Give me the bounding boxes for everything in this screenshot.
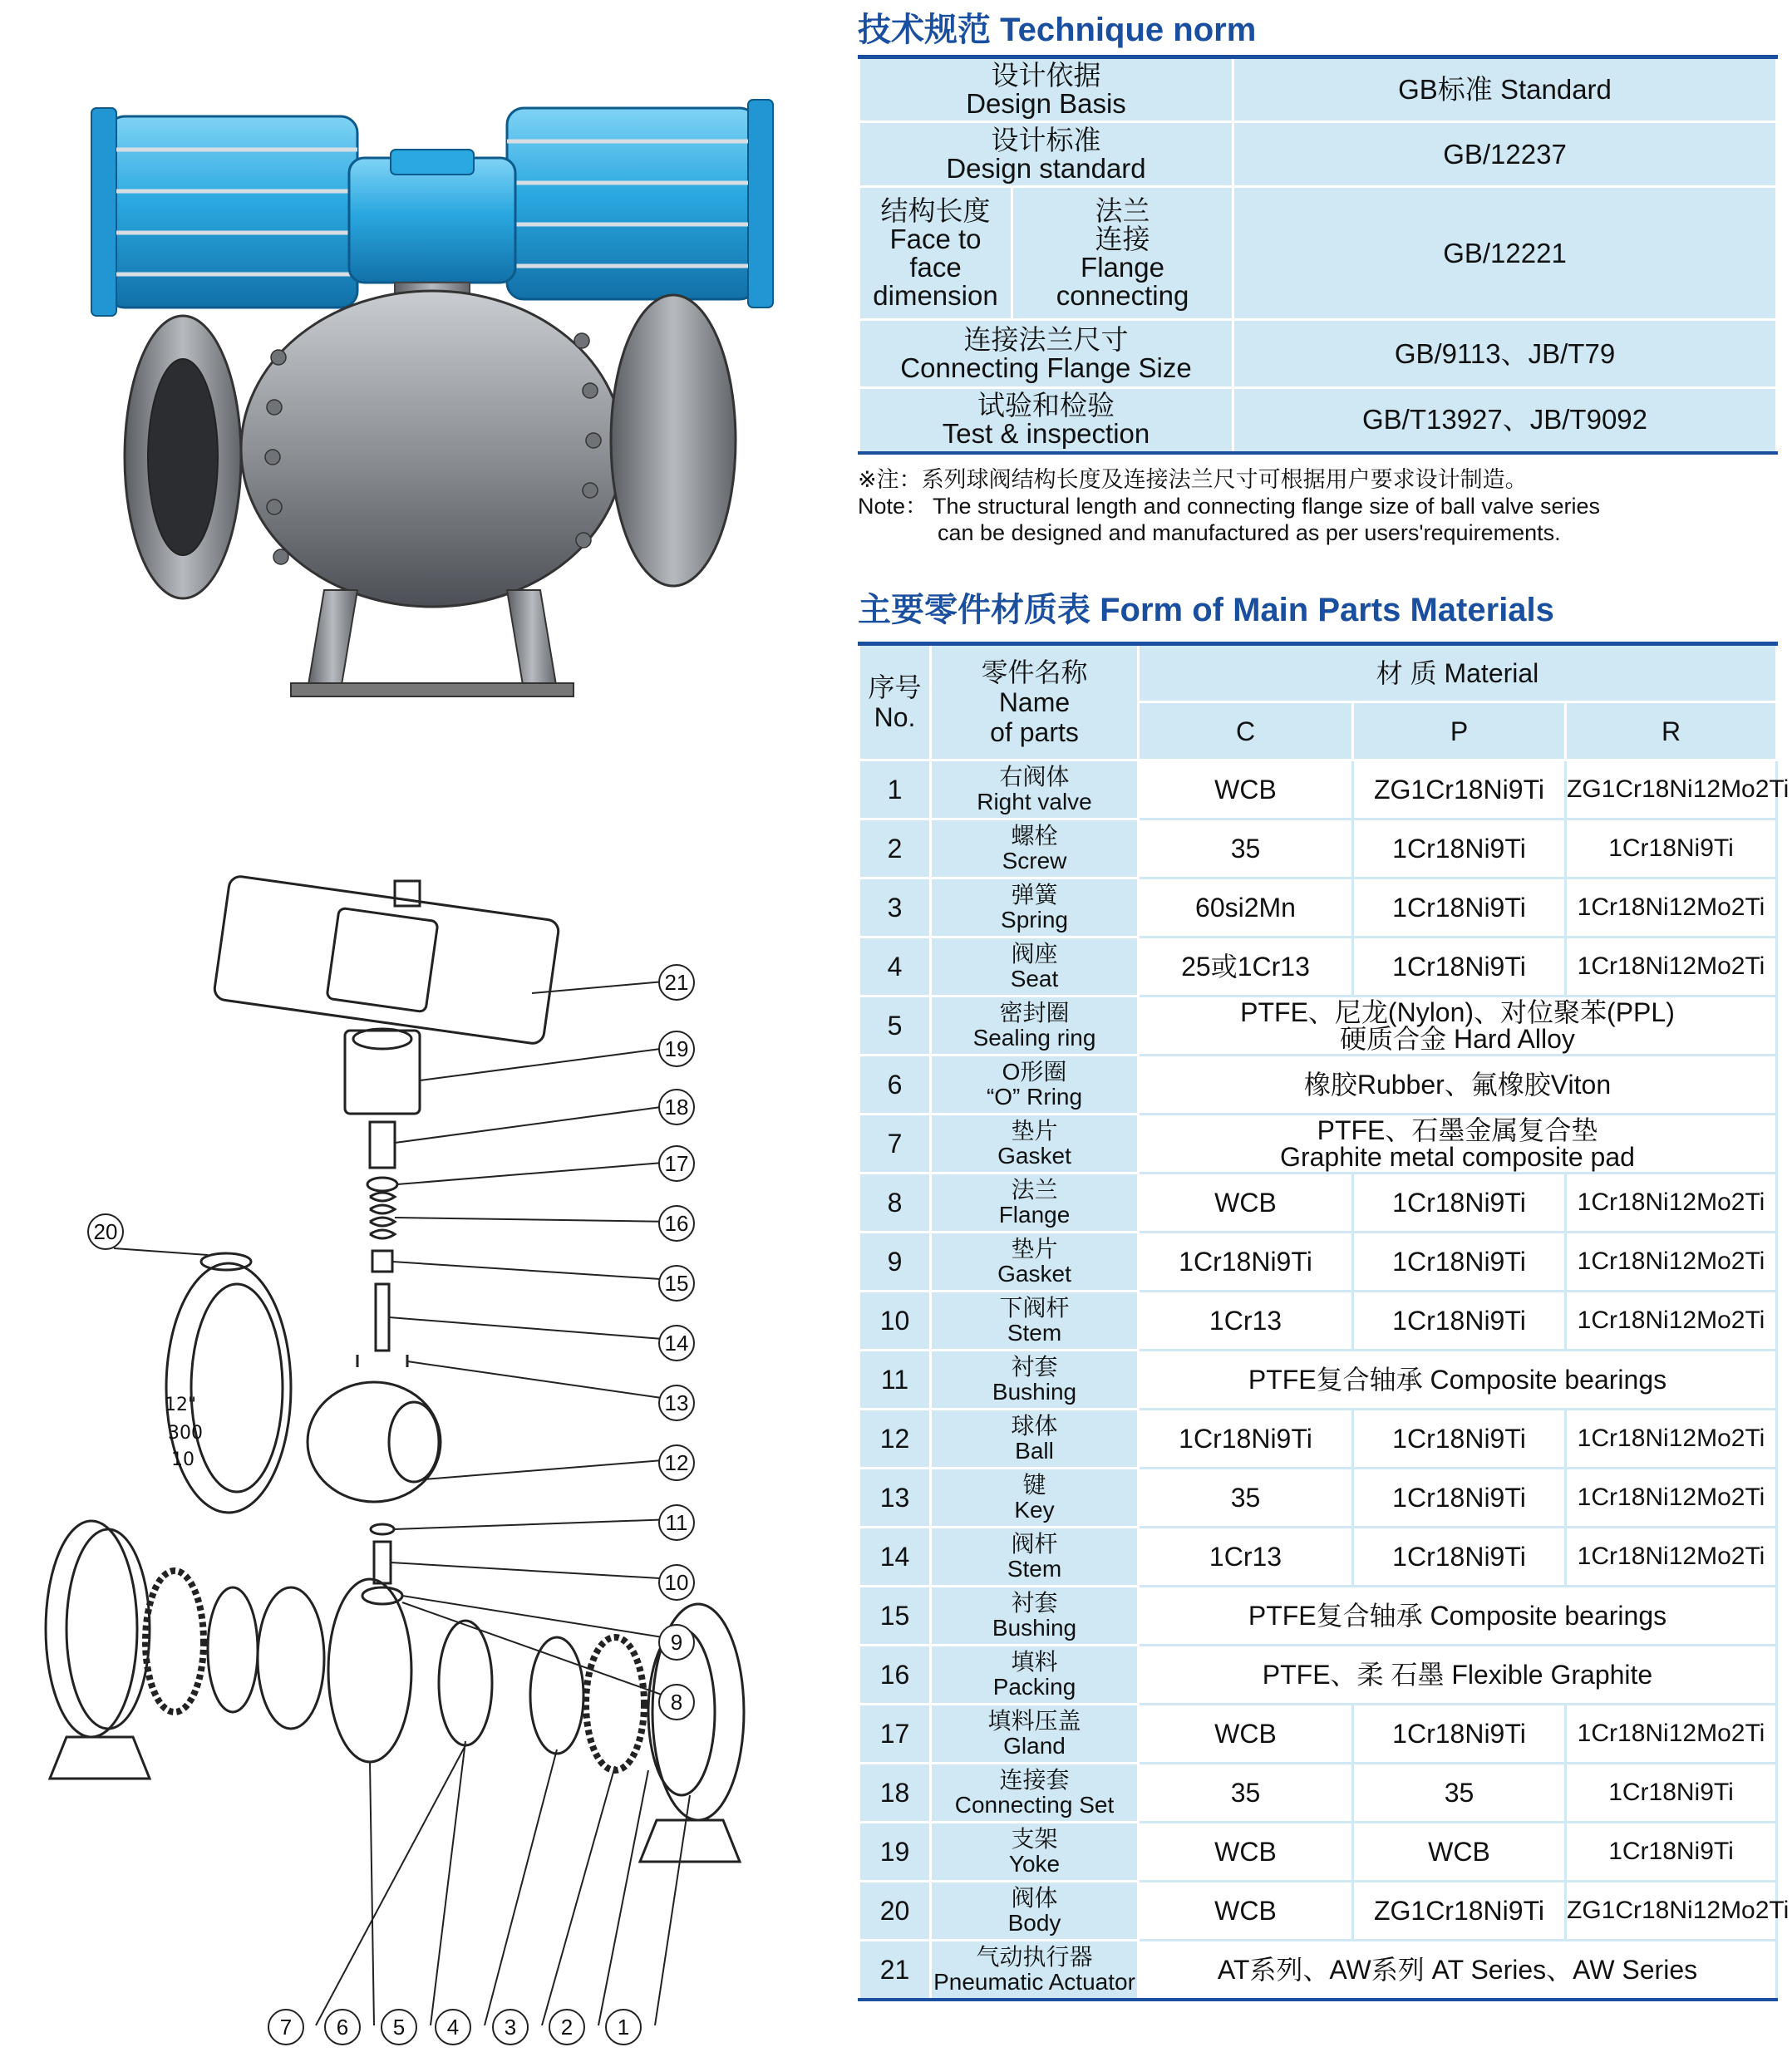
material-c: 35 xyxy=(1139,1764,1353,1823)
part-name-cn: 右阀体 xyxy=(999,764,1070,790)
part-name xyxy=(931,997,1139,1056)
part-no: 19 xyxy=(859,1823,931,1882)
flange-mark-num: 10 xyxy=(171,1449,194,1470)
material-c: WCB xyxy=(1139,760,1353,819)
part-name xyxy=(931,1882,1139,1941)
part-name xyxy=(931,1705,1139,1764)
callout-17: 17 xyxy=(658,1145,695,1182)
part-no: 9 xyxy=(859,1233,931,1292)
table-row xyxy=(859,1646,1777,1705)
material-c: 1Cr13 xyxy=(1139,1528,1353,1587)
part-name-en: Pneumatic Actuator xyxy=(933,1968,1135,1995)
material-p: ZG1Cr18Ni9Ti xyxy=(1353,1882,1566,1941)
part-no: 5 xyxy=(859,997,931,1056)
material-r: 1Cr18Ni9Ti xyxy=(1566,819,1777,878)
header-col-p: P xyxy=(1353,702,1566,760)
callout-21: 21 xyxy=(658,964,695,1001)
norm-label: 设计标准 Design standard xyxy=(859,122,1233,187)
part-name-en: Screw xyxy=(1002,848,1067,873)
material-r: 1Cr18Ni9Ti xyxy=(1566,1764,1777,1823)
part-name-cn: 衬套 xyxy=(1011,1590,1058,1616)
part-name-cn: O形圈 xyxy=(1002,1059,1067,1085)
callout-11: 11 xyxy=(658,1504,695,1541)
part-name-en: Body xyxy=(1007,1910,1061,1936)
material-p: 1Cr18Ni9Ti xyxy=(1353,878,1566,937)
norm-value: GB标准 Standard xyxy=(1233,57,1777,122)
part-name xyxy=(931,1056,1139,1115)
part-no: 14 xyxy=(859,1528,931,1587)
material-p: ZG1Cr18Ni9Ti xyxy=(1353,760,1566,819)
exploded-diagram xyxy=(17,864,765,2045)
material-c: 60si2Mn xyxy=(1139,878,1353,937)
callout-5: 5 xyxy=(381,2009,417,2045)
part-name xyxy=(931,1174,1139,1233)
part-name-cn: 密封圈 xyxy=(999,1000,1070,1026)
part-name-cn: 垫片 xyxy=(1011,1236,1058,1262)
material-r: 1Cr18Ni12Mo2Ti xyxy=(1566,1705,1777,1764)
material-all: PTFE、柔 石墨 Flexible Graphite xyxy=(1139,1646,1777,1705)
part-no: 10 xyxy=(859,1292,931,1351)
table-row xyxy=(859,1823,1777,1882)
callout-13: 13 xyxy=(658,1385,695,1421)
table-row xyxy=(859,1764,1777,1823)
part-no: 7 xyxy=(859,1115,931,1174)
table-row xyxy=(859,878,1777,937)
material-c: WCB xyxy=(1139,1174,1353,1233)
material-all: 橡胶Rubber、氟橡胶Viton xyxy=(1139,1056,1777,1115)
material-all: PTFE复合轴承 Composite bearings xyxy=(1139,1587,1777,1646)
part-name xyxy=(931,1646,1139,1705)
part-name-cn: 气动执行器 xyxy=(976,1943,1093,1970)
material-c: 1Cr13 xyxy=(1139,1292,1353,1351)
part-name-en: Ball xyxy=(1015,1438,1054,1464)
material-c: 35 xyxy=(1139,1469,1353,1528)
note-en-line2: can be designed and manufactured as per users'requirements. xyxy=(938,520,1561,545)
norm-label: 设计依据 Design Basis xyxy=(859,57,1233,122)
part-name-en: Connecting Set xyxy=(954,1792,1115,1818)
part-name-cn: 键 xyxy=(1022,1472,1046,1498)
material-all: PTFE、石墨金属复合垫 Graphite metal composite pad xyxy=(1139,1115,1777,1174)
part-no: 2 xyxy=(859,819,931,878)
norm-value: GB/T13927、JB/T9092 xyxy=(1233,388,1777,453)
part-name-cn: 弹簧 xyxy=(1011,882,1058,908)
table-row xyxy=(859,1882,1777,1941)
material-p: 1Cr18Ni9Ti xyxy=(1353,1410,1566,1469)
part-name-en: Stem xyxy=(1007,1556,1062,1582)
material-all: AT系列、AW系列 AT Series、AW Series xyxy=(1139,1941,1777,2000)
callout-15: 15 xyxy=(658,1265,695,1302)
norm-value: GB/9113、JB/T79 xyxy=(1233,320,1777,388)
part-no: 11 xyxy=(859,1351,931,1410)
part-name xyxy=(931,819,1139,878)
material-p: 1Cr18Ni9Ti xyxy=(1353,1528,1566,1587)
part-name-en: Gasket xyxy=(997,1143,1071,1169)
table-row xyxy=(859,819,1777,878)
material-p: WCB xyxy=(1353,1823,1566,1882)
part-no: 6 xyxy=(859,1056,931,1115)
part-name xyxy=(931,1351,1139,1410)
table-row xyxy=(859,1292,1777,1351)
material-c: WCB xyxy=(1139,1705,1353,1764)
flange-mark-size: 12" xyxy=(165,1395,197,1415)
table-row xyxy=(859,1469,1777,1528)
callout-7: 7 xyxy=(268,2009,304,2045)
part-name-cn: 垫片 xyxy=(1011,1118,1058,1144)
part-no: 16 xyxy=(859,1646,931,1705)
callout-6: 6 xyxy=(324,2009,361,2045)
norm-row xyxy=(859,187,1777,320)
table-row xyxy=(859,1056,1777,1115)
part-name xyxy=(931,1941,1139,2000)
material-r: 1Cr18Ni9Ti xyxy=(1566,1823,1777,1882)
part-name xyxy=(931,1823,1139,1882)
callout-2: 2 xyxy=(549,2009,585,2045)
table-row xyxy=(859,1233,1777,1292)
material-r: 1Cr18Ni12Mo2Ti xyxy=(1566,1292,1777,1351)
part-name xyxy=(931,1528,1139,1587)
part-name-en: Bushing xyxy=(992,1615,1077,1641)
callout-8: 8 xyxy=(658,1684,695,1720)
callout-10: 10 xyxy=(658,1564,695,1601)
material-c: 25或1Cr13 xyxy=(1139,937,1353,997)
material-r: 1Cr18Ni12Mo2Ti xyxy=(1566,937,1777,997)
callout-20: 20 xyxy=(87,1213,124,1250)
note-en-label: Note： xyxy=(858,494,928,519)
material-p: 1Cr18Ni9Ti xyxy=(1353,1705,1566,1764)
part-name xyxy=(931,937,1139,997)
material-r: 1Cr18Ni12Mo2Ti xyxy=(1566,1528,1777,1587)
part-name xyxy=(931,1587,1139,1646)
part-name-cn: 法兰 xyxy=(1011,1177,1058,1203)
table-row xyxy=(859,937,1777,997)
part-name xyxy=(931,1115,1139,1174)
material-c: 1Cr18Ni9Ti xyxy=(1139,1233,1353,1292)
material-r: ZG1Cr18Ni12Mo2Ti xyxy=(1566,1882,1777,1941)
part-name-cn: 阀杆 xyxy=(1011,1531,1058,1557)
technique-norm-title: 技术规范 Technique norm xyxy=(858,12,1257,48)
part-name-cn: 填料 xyxy=(1011,1649,1058,1675)
part-name-en: Seat xyxy=(1010,966,1059,992)
part-no: 20 xyxy=(859,1882,931,1941)
part-name xyxy=(931,1292,1139,1351)
callout-4: 4 xyxy=(435,2009,471,2045)
part-name-cn: 球体 xyxy=(1011,1413,1058,1439)
table-row xyxy=(859,1115,1777,1174)
material-c: 1Cr18Ni9Ti xyxy=(1139,1410,1353,1469)
table-row xyxy=(859,997,1777,1056)
material-r: 1Cr18Ni12Mo2Ti xyxy=(1566,1410,1777,1469)
note-cn: ※注：系列球阀结构长度及连接法兰尺寸可根据用户要求设计制造。 xyxy=(858,467,1528,492)
header-col-c: C xyxy=(1139,702,1353,760)
header-no: 序号 No. xyxy=(859,644,931,760)
part-name-en: Right valve xyxy=(977,789,1092,814)
table-row xyxy=(859,1528,1777,1587)
part-name-cn: 填料压盖 xyxy=(987,1708,1081,1734)
part-name xyxy=(931,760,1139,819)
norm-value: GB/12221 xyxy=(1233,187,1777,320)
part-no: 15 xyxy=(859,1587,931,1646)
material-c: WCB xyxy=(1139,1882,1353,1941)
table-row xyxy=(859,1351,1777,1410)
callout-18: 18 xyxy=(658,1089,695,1125)
part-no: 3 xyxy=(859,878,931,937)
part-name xyxy=(931,1233,1139,1292)
part-name-cn: 衬套 xyxy=(1011,1354,1058,1380)
part-name-cn: 阀座 xyxy=(1011,941,1058,967)
part-name-en: “O” Rring xyxy=(986,1084,1083,1110)
part-name-en: Flange xyxy=(998,1202,1071,1228)
norm-label: 结构长度 Face to face dimension xyxy=(859,187,1012,320)
part-name-cn: 阀体 xyxy=(1011,1885,1058,1911)
part-no: 21 xyxy=(859,1941,931,2000)
part-name-en: Yoke xyxy=(1008,1851,1061,1877)
part-name-en: Packing xyxy=(992,1674,1076,1700)
part-name-cn: 下阀杆 xyxy=(999,1295,1070,1321)
part-name-en: Sealing ring xyxy=(972,1025,1096,1051)
table-row xyxy=(859,1941,1777,2000)
material-c: WCB xyxy=(1139,1823,1353,1882)
material-r: 1Cr18Ni12Mo2Ti xyxy=(1566,1174,1777,1233)
norm-value: GB/12237 xyxy=(1233,122,1777,187)
material-p: 1Cr18Ni9Ti xyxy=(1353,819,1566,878)
part-no: 12 xyxy=(859,1410,931,1469)
header-col-r: R xyxy=(1566,702,1777,760)
table-row xyxy=(859,1587,1777,1646)
materials-title: 主要零件材质表 Form of Main Parts Materials xyxy=(858,592,1554,628)
header-name: 零件名称 Name of parts xyxy=(931,644,1139,760)
norm-sublabel: 法兰 连接 Flange connecting xyxy=(1012,187,1233,320)
material-p: 1Cr18Ni9Ti xyxy=(1353,1233,1566,1292)
callout-3: 3 xyxy=(492,2009,529,2045)
material-p: 1Cr18Ni9Ti xyxy=(1353,1174,1566,1233)
header-material: 材 质 Material xyxy=(1139,644,1777,702)
material-all: PTFE复合轴承 Composite bearings xyxy=(1139,1351,1777,1410)
material-p: 1Cr18Ni9Ti xyxy=(1353,1292,1566,1351)
table-row xyxy=(859,760,1777,819)
part-name xyxy=(931,878,1139,937)
part-name-en: Gland xyxy=(1003,1733,1066,1759)
material-all: PTFE、尼龙(Nylon)、对位聚苯(PPL) 硬质合金 Hard Alloy xyxy=(1139,997,1777,1056)
part-name-en: Stem xyxy=(1007,1320,1062,1346)
part-no: 18 xyxy=(859,1764,931,1823)
callout-12: 12 xyxy=(658,1444,695,1481)
part-name-en: Spring xyxy=(1001,907,1068,933)
norm-row xyxy=(859,320,1777,388)
part-name xyxy=(931,1410,1139,1469)
material-p: 35 xyxy=(1353,1764,1566,1823)
material-p: 1Cr18Ni9Ti xyxy=(1353,937,1566,997)
part-name-cn: 支架 xyxy=(1011,1826,1058,1852)
valve-photo xyxy=(75,91,806,706)
part-name-cn: 连接套 xyxy=(999,1767,1070,1793)
callout-9: 9 xyxy=(658,1624,695,1661)
flange-mark-class: 300 xyxy=(168,1423,203,1444)
part-no: 1 xyxy=(859,760,931,819)
norm-row xyxy=(859,57,1777,122)
table-row xyxy=(859,1705,1777,1764)
part-no: 8 xyxy=(859,1174,931,1233)
part-name xyxy=(931,1764,1139,1823)
norm-label: 连接法兰尺寸 Connecting Flange Size xyxy=(859,320,1233,388)
table-row xyxy=(859,1410,1777,1469)
part-no: 17 xyxy=(859,1705,931,1764)
material-c: 35 xyxy=(1139,819,1353,878)
part-name xyxy=(931,1469,1139,1528)
technique-norm-table xyxy=(858,55,1778,455)
note-en-line1: The structural length and connecting flange size of ball valve series xyxy=(933,494,1600,519)
part-name-en: Bushing xyxy=(992,1379,1077,1405)
materials-table xyxy=(858,642,1790,2001)
callout-19: 19 xyxy=(658,1031,695,1067)
part-name-en: Gasket xyxy=(997,1261,1071,1287)
part-name-cn: 螺栓 xyxy=(1011,823,1058,849)
callout-1: 1 xyxy=(605,2009,642,2045)
material-p: 1Cr18Ni9Ti xyxy=(1353,1469,1566,1528)
material-r: ZG1Cr18Ni12Mo2Ti xyxy=(1566,760,1777,819)
norm-row xyxy=(859,122,1777,187)
norm-row xyxy=(859,388,1777,453)
table-row xyxy=(859,1174,1777,1233)
callout-16: 16 xyxy=(658,1205,695,1242)
part-name-en: Key xyxy=(1014,1497,1055,1523)
norm-label: 试验和检验 Test & inspection xyxy=(859,388,1233,453)
callout-14: 14 xyxy=(658,1325,695,1361)
part-no: 13 xyxy=(859,1469,931,1528)
material-r: 1Cr18Ni12Mo2Ti xyxy=(1566,1469,1777,1528)
material-r: 1Cr18Ni12Mo2Ti xyxy=(1566,878,1777,937)
material-r: 1Cr18Ni12Mo2Ti xyxy=(1566,1233,1777,1292)
part-no: 4 xyxy=(859,937,931,997)
